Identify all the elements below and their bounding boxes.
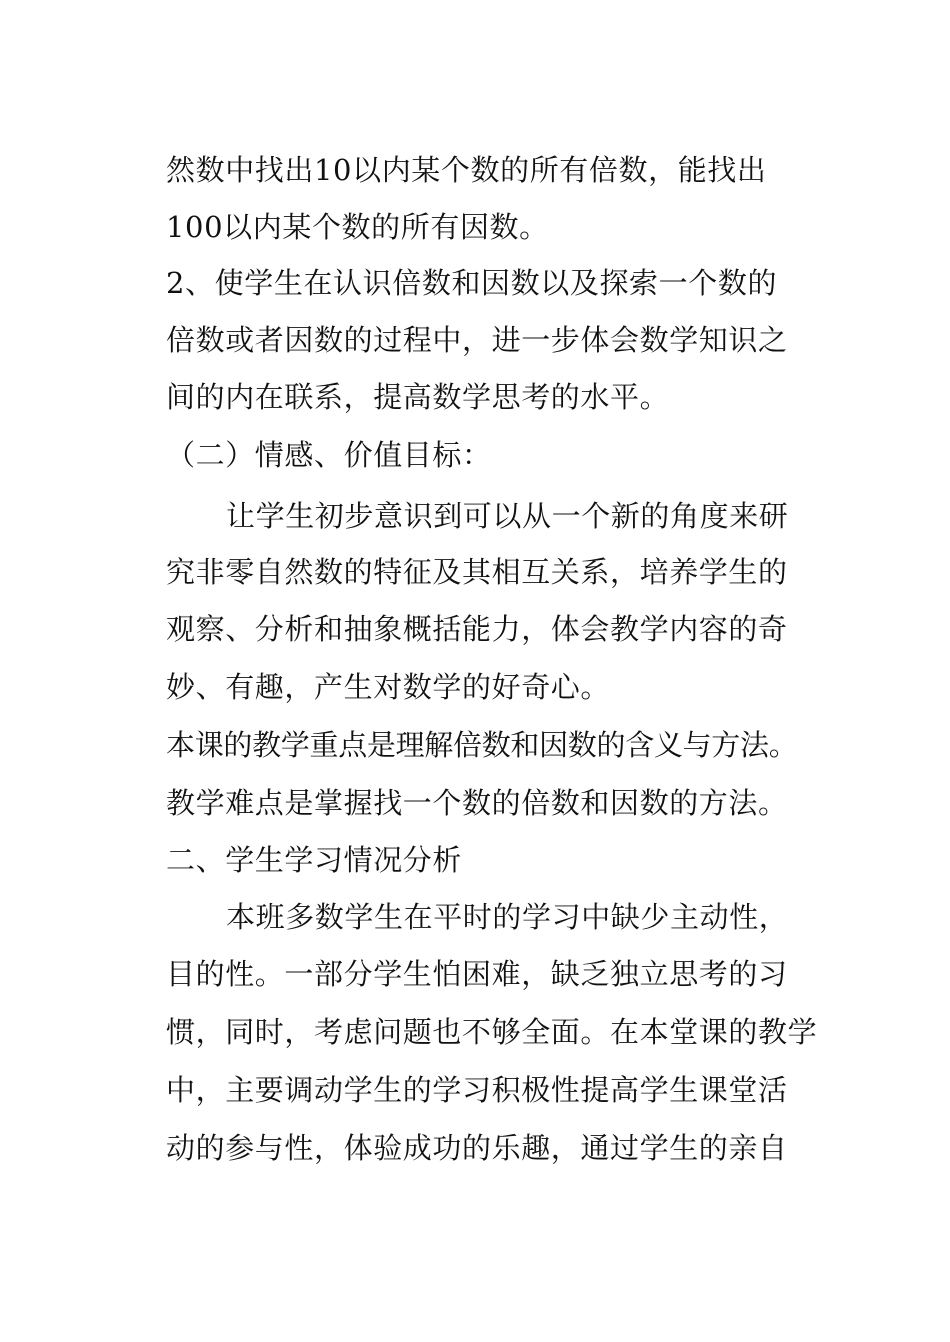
text-line: 本课的教学重点是理解倍数和因数的含义与方法。: [166, 728, 798, 762]
text-line: 然数中找出10以内某个数的所有倍数，能找出: [166, 153, 767, 187]
text-line: 动的参与性，体验成功的乐趣，通过学生的亲自: [166, 1131, 788, 1165]
text-line: 妙、有趣，产生对数学的好奇心。: [166, 670, 611, 704]
text-line: 中，主要调动学生的学习积极性提高学生课堂活: [166, 1073, 788, 1107]
text-line: 目的性。一部分学生怕困难，缺乏独立思考的习: [166, 957, 788, 991]
text-line: 观察、分析和抽象概括能力，体会教学内容的奇: [166, 612, 788, 646]
section-heading: （二）情感、价值目标：: [166, 438, 492, 472]
paragraph-first-line: 让学生初步意识到可以从一个新的角度来研: [226, 499, 789, 533]
section-heading: 二、学生学习情况分析: [166, 843, 463, 877]
text-line: 100以内某个数的所有因数。: [166, 210, 549, 244]
paragraph-first-line: 本班多数学生在平时的学习中缺少主动性，: [226, 900, 789, 934]
text-line: 2、使学生在认识倍数和因数以及探索一个数的: [166, 266, 778, 300]
text-line: 惯，同时，考虑问题也不够全面。在本堂课的教学: [166, 1015, 818, 1049]
text-line: 教学难点是掌握找一个数的倍数和因数的方法。: [166, 786, 788, 820]
text-line: 倍数或者因数的过程中，进一步体会数学知识之: [166, 323, 788, 357]
text-line: 间的内在联系，提高数学思考的水平。: [166, 380, 670, 414]
text-line: 究非零自然数的特征及其相互关系，培养学生的: [166, 555, 788, 589]
